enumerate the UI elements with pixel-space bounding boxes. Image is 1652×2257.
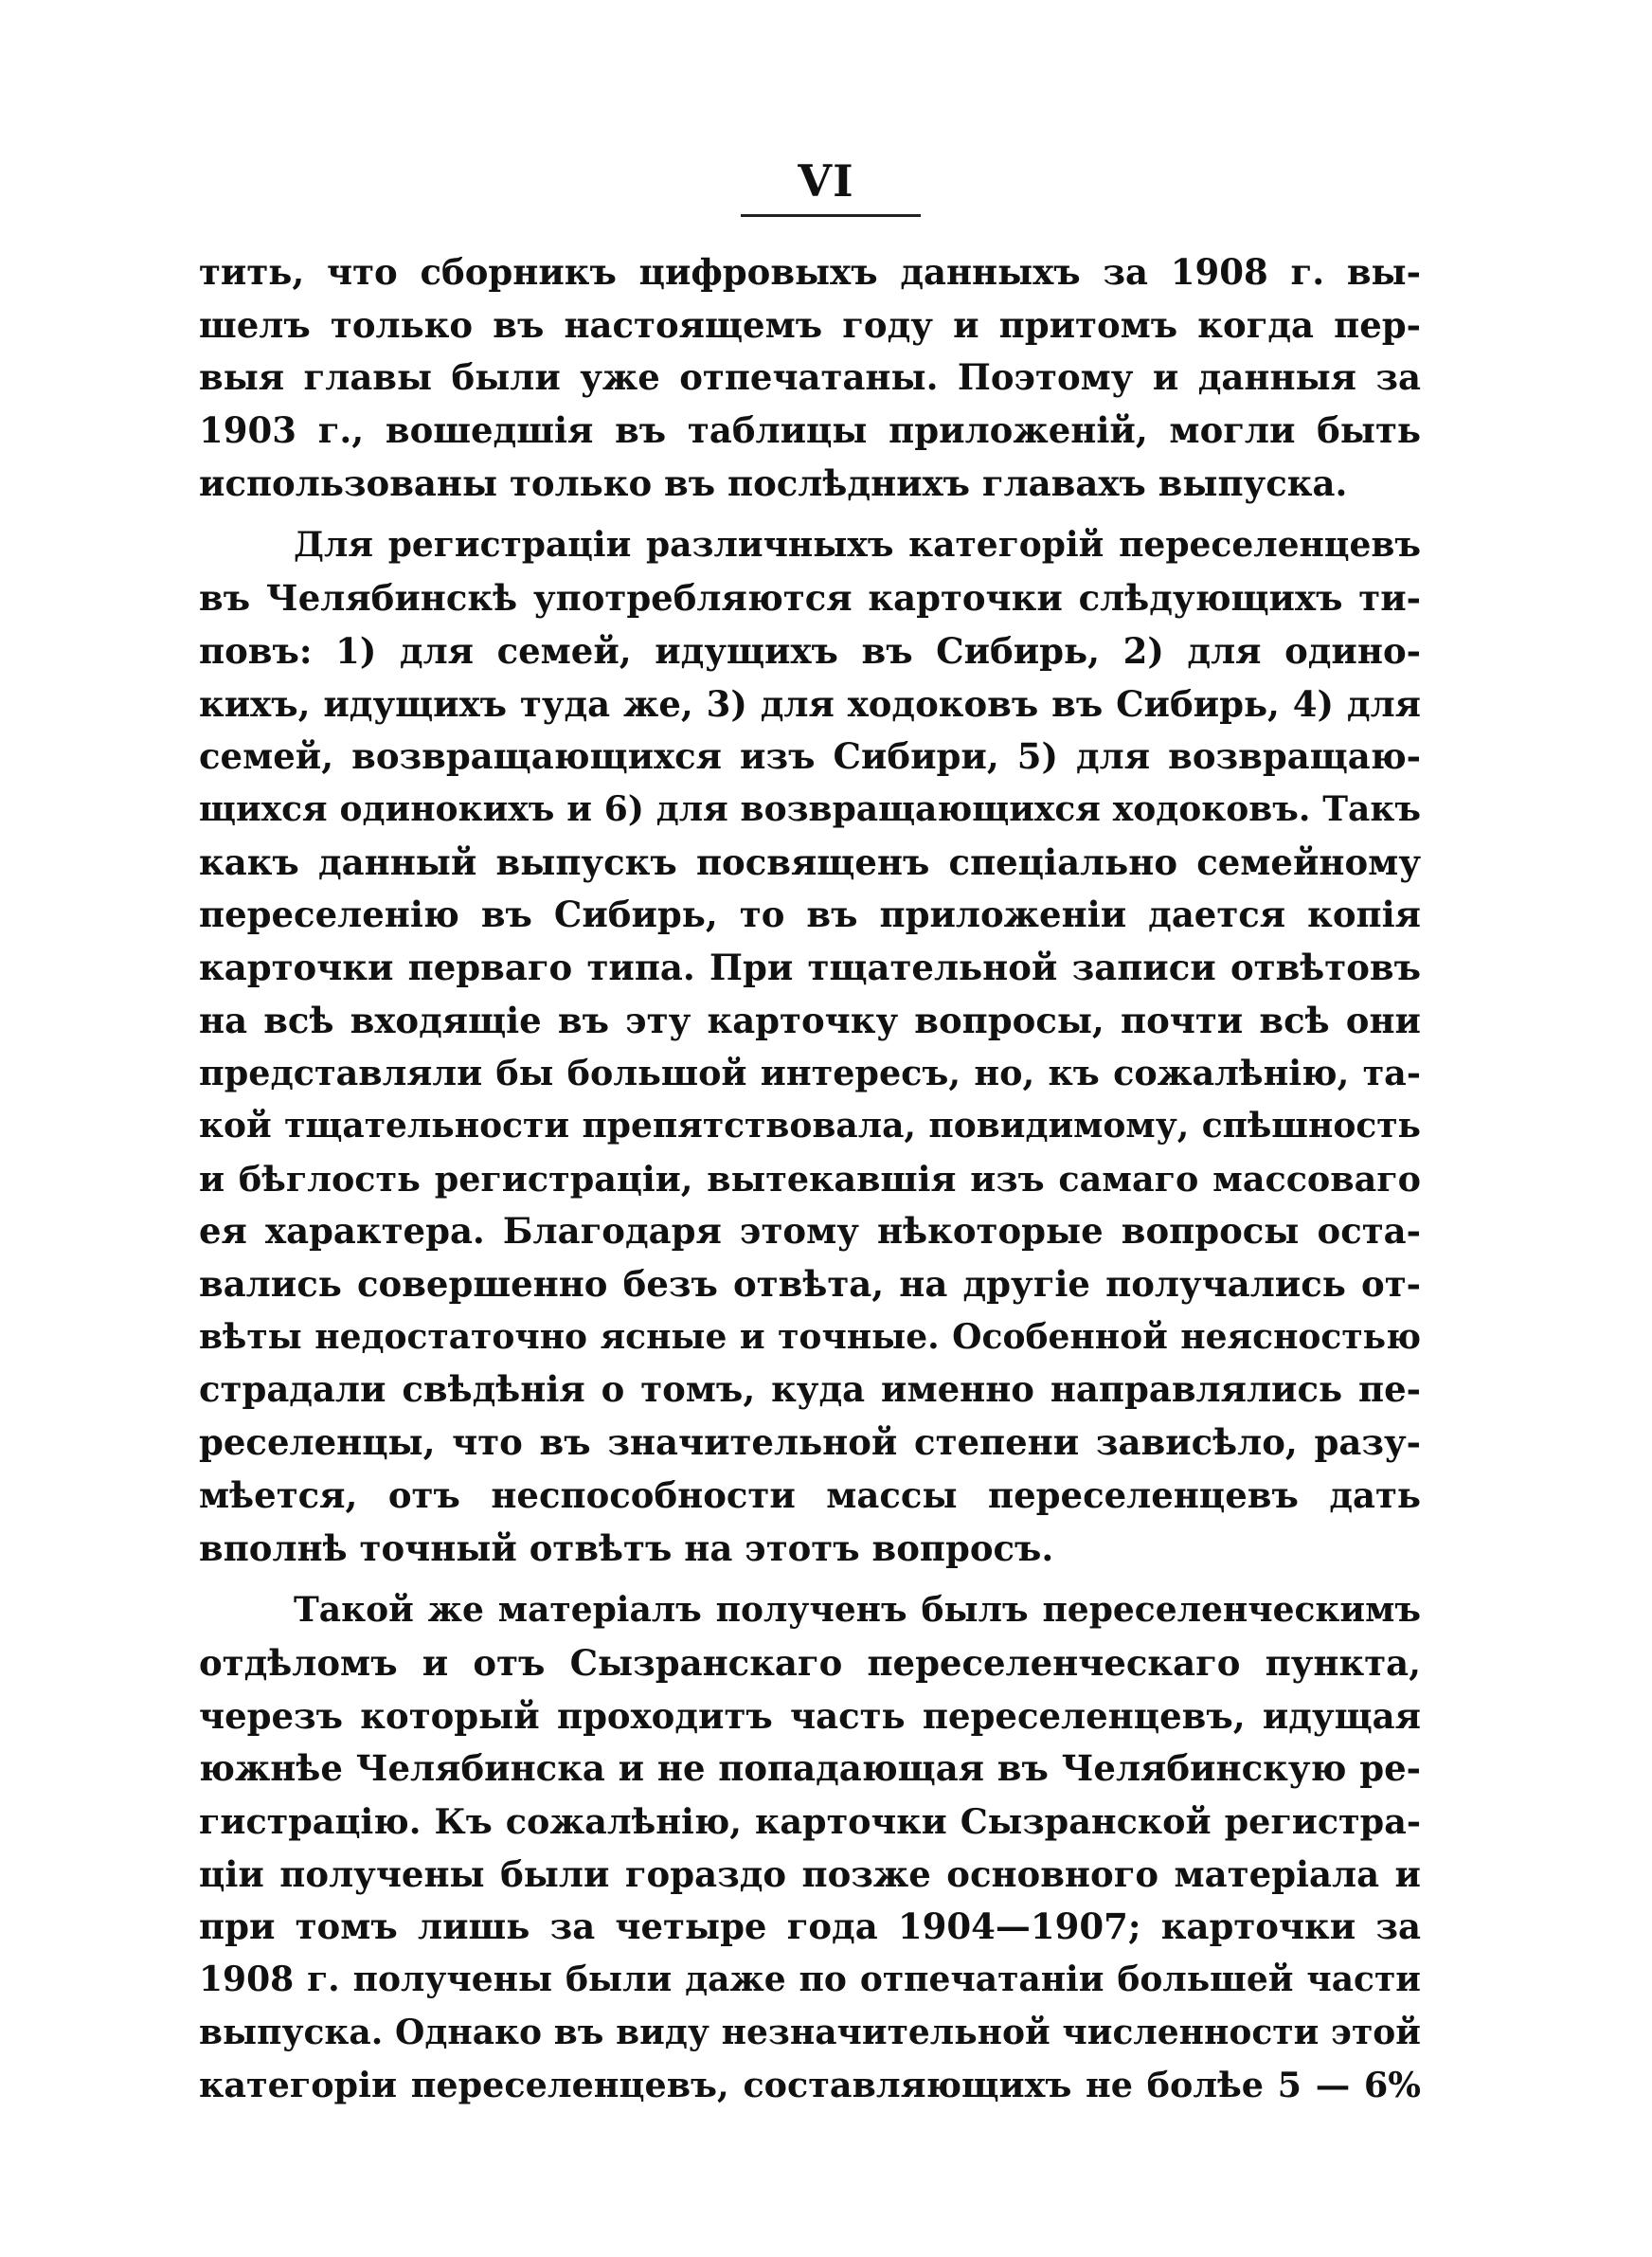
- paragraph-gap: [199, 1575, 1421, 1584]
- text-line: выя главы были уже отпечатаны. Поэтому и данныя за: [199, 356, 1421, 399]
- text-line: использованы только въ послѣднихъ главахъ выпуска.: [199, 461, 1348, 504]
- text-line: Такой же матеріалъ полученъ былъ переселенческимъ: [294, 1590, 1421, 1631]
- text-line: черезъ который проходитъ часть переселенцевъ, идущая: [199, 1694, 1421, 1737]
- text-line: при томъ лишь за четыре года 1904—1907; карточки за: [199, 1905, 1421, 1948]
- text-line: карточки перваго типа. При тщательной записи отвѣтовъ: [199, 946, 1421, 988]
- text-line: переселенію въ Сибирь, то въ приложеніи дается копія: [199, 894, 1421, 936]
- text-line: ея характера. Благодаря этому нѣкоторые вопросы оста-: [199, 1210, 1421, 1253]
- paragraph: [199, 246, 1421, 510]
- text-line: отдѣломъ и отъ Сызранскаго переселенческаго пункта,: [199, 1641, 1421, 1684]
- text-line: реселенцы, что въ значительной степени зависѣло, разу-: [199, 1421, 1421, 1464]
- paragraph-gap: [199, 510, 1421, 519]
- text-line: кихъ, идущихъ туда же, 3) для ходоковъ въ Сибирь, 4) для: [199, 682, 1421, 725]
- text-body: [199, 246, 1421, 2112]
- text-line: 1908 г. получены были даже по отпечатаніи большей части: [199, 1959, 1421, 1999]
- paragraph: [199, 1584, 1421, 2112]
- text-line: Для регистраціи различныхъ категорій переселенцевъ: [294, 525, 1421, 566]
- text-line: страдали свѣдѣнія о томъ, куда именно направлялись пе-: [199, 1368, 1421, 1411]
- text-line: щихся одинокихъ и 6) для возвращающихся ходоковъ. Такъ: [199, 788, 1421, 829]
- text-line: категоріи переселенцевъ, составляющихъ не болѣе 5 — 6%: [199, 2065, 1421, 2106]
- text-line: какъ данный выпускъ посвященъ спеціально семейному: [199, 840, 1421, 883]
- text-line: южнѣе Челябинска и не попадающая въ Челябинскую ре-: [199, 1747, 1421, 1790]
- text-line: 1903 г., вошедшія въ таблицы приложеній, могли быть: [199, 409, 1421, 452]
- text-line: гистрацію. Къ сожалѣнію, карточки Сызранской регистра-: [199, 1800, 1421, 1842]
- paragraph: [199, 519, 1421, 1575]
- text-line: семей, возвращающихся изъ Сибири, 5) для возвращаю-: [199, 735, 1421, 778]
- text-line: и бѣглость регистраціи, вытекавшія изъ самаго массоваго: [199, 1158, 1421, 1200]
- text-line: кой тщательности препятствовала, повидимому, спѣшность: [199, 1106, 1421, 1146]
- text-line: вполнѣ точный отвѣтъ на этотъ вопросъ.: [199, 1526, 1054, 1569]
- text-line: мѣется, отъ неспособности массы переселенцевъ дать: [199, 1473, 1421, 1516]
- text-line: представляли бы большой интересъ, но, къ сожалѣнію, та-: [199, 1053, 1421, 1094]
- text-line: на всѣ входящіе въ эту карточку вопросы, почти всѣ они: [199, 999, 1421, 1041]
- text-line: вались совершенно безъ отвѣта, на другіе получались от-: [199, 1263, 1421, 1306]
- text-line: въ Челябинскѣ употребляются карточки слѣдующихъ ти-: [199, 577, 1421, 620]
- text-line: тить, что сборникъ цифровыхъ данныхъ за 1908 г. вы-: [199, 251, 1421, 293]
- text-line: выпуска. Однако въ виду незначительной численности этой: [199, 2012, 1421, 2052]
- text-line: повъ: 1) для семей, идущихъ въ Сибирь, 2) для одино-: [199, 629, 1421, 672]
- page-number: VI: [798, 155, 854, 207]
- text-line: вѣты недостаточно ясные и точные. Особенной неясностью: [199, 1316, 1421, 1357]
- page-number-rule: [741, 214, 921, 217]
- text-line: шелъ только въ настоящемъ году и притомъ когда пер-: [199, 303, 1421, 346]
- text-line: ціи получены были гораздо позже основного матеріала и: [199, 1852, 1421, 1895]
